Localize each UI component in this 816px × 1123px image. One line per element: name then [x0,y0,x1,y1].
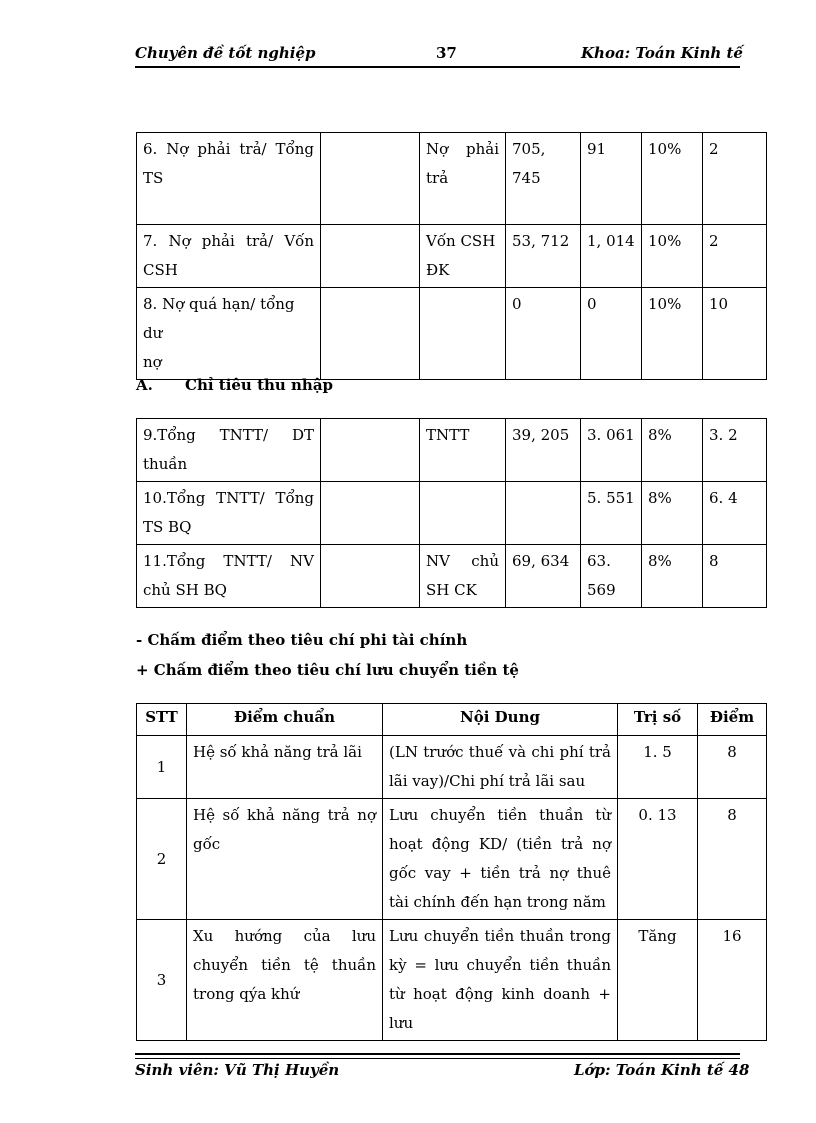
base-cell: Nợ phải trả [420,133,506,225]
table-row [137,799,767,920]
indicator-name: 8. Nợ quá hạn/ tổng dư nợ [137,288,321,380]
section-title: Chỉ tiêu thu nhập [185,376,334,394]
weight-cell: 10% [642,133,703,225]
table-row [137,736,767,799]
ratio-cell: 0 [581,288,642,380]
ratio-cell: 3. 061 [581,419,642,482]
table-header-row [137,704,767,736]
section-letter: A. [136,376,153,394]
score-cell: 2 [703,133,767,225]
value-cell: 705, 745 [506,133,581,225]
value-cell: 1. 5 [618,736,698,799]
header-rule [135,66,740,68]
value-cell: 53, 712 [506,225,581,288]
value-cell: 0 [506,288,581,380]
stt-cell: 1 [137,736,187,799]
score-cell: 8 [703,545,767,608]
table-row [137,288,767,380]
col-header-value: Trị số [618,704,698,736]
table-row [137,133,767,225]
blank-cell [321,419,420,482]
score-cell: 6. 4 [703,482,767,545]
page-number: 37 [436,44,457,62]
indicator-name: 9.Tổng TNTT/ DT thuần [137,419,321,482]
col-header-content: Nội Dung [383,704,618,736]
value-cell: 0. 13 [618,799,698,920]
weight-cell: 8% [642,545,703,608]
content-cell: Lưu chuyển tiền thuần trong kỳ = lưu chuyển tiền thuần từ hoạt động kinh doanh + lưu [383,920,618,1041]
ratio-cell: 1, 014 [581,225,642,288]
header-right: Khoa: Toán Kinh tế [581,44,743,62]
base-cell [420,288,506,380]
indicator-name: 10.Tổng TNTT/ Tổng TS BQ [137,482,321,545]
ratio-cell: 91 [581,133,642,225]
base-cell: TNTT [420,419,506,482]
blank-cell [321,133,420,225]
footer-rule [135,1053,740,1055]
blank-cell [321,288,420,380]
ratio-cell: 5. 551 [581,482,642,545]
col-header-criteria: Điểm chuẩn [187,704,383,736]
indicator-name: 11.Tổng TNTT/ NV chủ SH BQ [137,545,321,608]
weight-cell: 10% [642,288,703,380]
footer-rule-thin [135,1058,740,1059]
table-row [137,920,767,1041]
col-header-score: Điểm [698,704,767,736]
indicator-name: 7. Nợ phải trả/ Vốn CSH [137,225,321,288]
score-cell: 2 [703,225,767,288]
cashflow-table [136,703,767,1041]
table-row [137,225,767,288]
score-cell: 8 [698,799,767,920]
score-cell: 10 [703,288,767,380]
footer-left: Sinh viên: Vũ Thị Huyền [135,1061,340,1079]
income-table [136,418,767,608]
base-cell: NV chủ SH CK [420,545,506,608]
criteria-cell: Hệ số khả năng trả lãi [187,736,383,799]
debt-ratio-table [136,132,767,380]
score-cell: 8 [698,736,767,799]
score-cell: 16 [698,920,767,1041]
value-cell [506,482,581,545]
ratio-cell: 63. 569 [581,545,642,608]
weight-cell: 8% [642,482,703,545]
indicator-name: 6. Nợ phải trả/ Tổng TS [137,133,321,225]
value-cell: 69, 634 [506,545,581,608]
score-cell: 3. 2 [703,419,767,482]
nonfinancial-heading: - Chấm điểm theo tiêu chí phi tài chính [136,631,468,649]
table-row [137,419,767,482]
col-header-stt: STT [137,704,187,736]
base-cell: Vốn CSH ĐK [420,225,506,288]
cashflow-heading: + Chấm điểm theo tiêu chí lưu chuyển tiền tệ [136,661,519,679]
value-cell: 39, 205 [506,419,581,482]
content-cell: Lưu chuyển tiền thuần từ hoạt động KD/ (tiền trả nợ gốc vay + tiền trả nợ thuê tài chính đến hạn trong năm [383,799,618,920]
table-row [137,482,767,545]
stt-cell: 3 [137,920,187,1041]
base-cell [420,482,506,545]
weight-cell: 8% [642,419,703,482]
header-left: Chuyên đề tốt nghiệp [135,44,316,62]
content-cell: (LN trước thuế và chi phí trả lãi vay)/Chi phí trả lãi sau [383,736,618,799]
table-row [137,545,767,608]
footer-right: Lớp: Toán Kinh tế 48 [574,1061,750,1079]
weight-cell: 10% [642,225,703,288]
blank-cell [321,482,420,545]
value-cell: Tăng [618,920,698,1041]
blank-cell [321,545,420,608]
criteria-cell: Hệ số khả năng trả nợ gốc [187,799,383,920]
blank-cell [321,225,420,288]
stt-cell: 2 [137,799,187,920]
criteria-cell: Xu hướng của lưu chuyển tiền tệ thuần trong qýa khứ [187,920,383,1041]
